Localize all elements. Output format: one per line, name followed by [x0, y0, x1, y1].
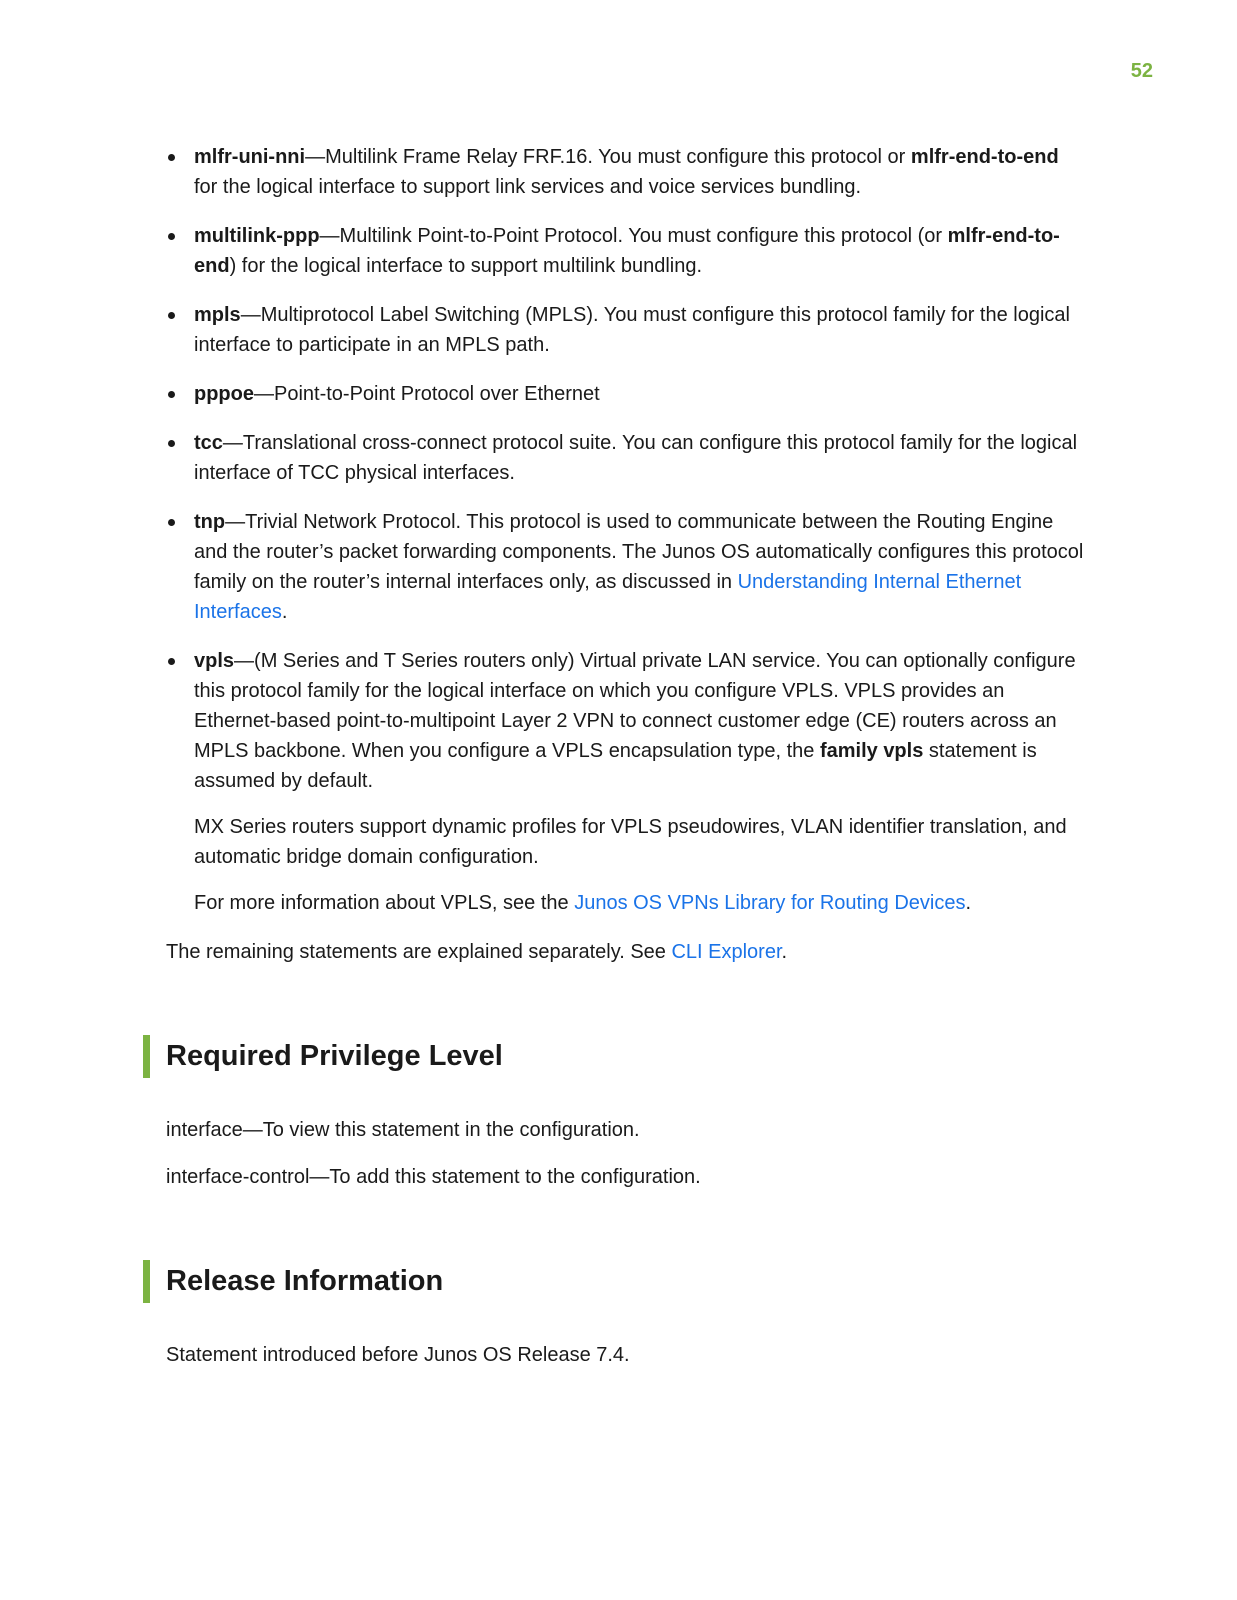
term: mpls: [194, 304, 241, 326]
release-information-heading: [166, 1261, 1086, 1301]
term: mlfr-uni-nni: [194, 146, 306, 168]
description-end: ) for the logical interface to support multilink bundling.: [229, 255, 703, 277]
required-privilege-heading: [166, 1036, 1086, 1076]
list-item-mlfr-uni-nni: [166, 142, 1086, 202]
inline-keyword: mlfr-end-to-end: [910, 146, 1059, 168]
list-item-multilink-ppp: [166, 221, 1086, 281]
privilege-line-view: interface—To view this statement in the configuration.: [166, 1119, 640, 1141]
cli-explorer-link[interactable]: CLI Explorer: [671, 941, 782, 963]
list-item-vpls: [166, 646, 1086, 918]
inline-keyword: family vpls: [819, 740, 924, 762]
heading-accent-bar: [143, 1035, 150, 1078]
list-item-pppoe: [166, 379, 1086, 409]
understanding-internal-ethernet-interfaces-link[interactable]: Understanding Internal Ethernet Interfaces: [194, 571, 1022, 623]
heading-accent-bar: [143, 1260, 150, 1303]
term: multilink-ppp: [194, 225, 320, 247]
term: pppoe: [194, 383, 254, 405]
term: tcc: [194, 432, 223, 454]
description: —Point-to-Point Protocol over Ethernet: [254, 383, 600, 405]
remaining-end: .: [781, 941, 788, 963]
vpls-more-info: [194, 888, 1086, 918]
vpns-library-link[interactable]: Junos OS VPNs Library for Routing Devices: [574, 892, 966, 914]
description: —Multiprotocol Label Switching (MPLS). You must configure this protocol family for the logical interface to participate in an MPLS path.: [194, 304, 1070, 356]
term: tnp: [194, 511, 226, 533]
vpls-description: [194, 646, 1086, 796]
more-info-text: For more information about VPLS, see the: [194, 892, 575, 914]
remaining-statements: [166, 937, 1086, 967]
more-info-end: .: [965, 892, 972, 914]
remaining-text: The remaining statements are explained separately. See: [166, 941, 672, 963]
vpls-mx-note: MX Series routers support dynamic profiles for VPLS pseudowires, VLAN identifier translation, and automatic bridge domain configuration.: [194, 816, 1067, 868]
list-item-mpls: [166, 300, 1086, 360]
description: —Trivial Network Protocol. This protocol is used to communicate between the Routing Engine and the router’s packet forwarding components. The Junos OS automatically configures this protocol family on the router’s internal interfaces only, as discussed in: [194, 511, 1084, 593]
list-item-tnp: [166, 507, 1086, 627]
description-end: .: [281, 601, 288, 623]
heading-text: Required Privilege Level: [166, 1040, 503, 1072]
document-body: [166, 142, 1086, 1387]
description-end: for the logical interface to support link services and voice services bundling.: [194, 176, 862, 198]
term: vpls: [194, 650, 235, 672]
privilege-line-control: interface-control—To add this statement to the configuration.: [166, 1166, 701, 1188]
inline-keyword: mlfr-end-to-end: [194, 225, 1060, 277]
page-number: 52: [1130, 60, 1153, 82]
description: —Multilink Frame Relay FRF.16. You must configure this protocol or: [305, 146, 911, 168]
heading-text: Release Information: [166, 1265, 444, 1297]
description: —Multilink Point-to-Point Protocol. You must configure this protocol (or: [319, 225, 948, 247]
description: —(M Series and T Series routers only) Virtual private LAN service. You can optionally configure this protocol family for the logical interface on which you configure VPLS. VPLS provides an Ethernet-based point-to-multipoint Layer 2 VPN to connect customer edge (CE) routers across an MPLS backbone. When you configure a VPLS encapsulation type, the: [194, 650, 1076, 762]
description-end: statement is assumed by default.: [194, 740, 1037, 792]
list-item-tcc: [166, 428, 1086, 488]
protocol-family-list: [166, 142, 1086, 918]
description: —Translational cross-connect protocol suite. You can configure this protocol family for the logical interface of TCC physical interfaces.: [194, 432, 1078, 484]
release-line: Statement introduced before Junos OS Release 7.4.: [166, 1344, 630, 1366]
